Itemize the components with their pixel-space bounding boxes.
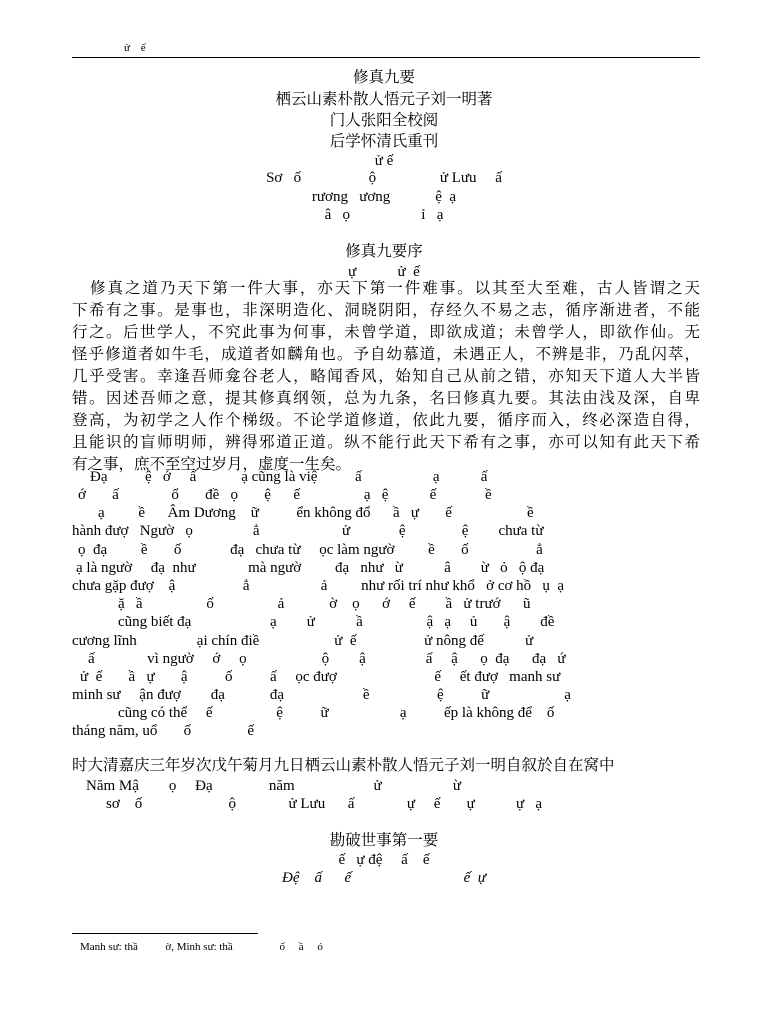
preface-line-6: 错。因述吾师之意，提其修真纲领，总为九条，名曰修真九要。其法由浅及深，自卑 xyxy=(72,390,700,407)
author-line: 栖云山素朴散人悟元子刘一明著 xyxy=(275,91,493,108)
preface-line-7: 登高，为初学之人作个梯级。不论学道修道，依此九要，循序而入，终必深造自得， xyxy=(72,412,700,429)
preface-line-3: 行之。后世学人，不究此事为何事，未曾学道，即欲成道；未曾学人，即欲作仙。无 xyxy=(72,324,700,341)
author-viet-line: Sơ ố ộ ử Lưu ấ xyxy=(266,170,502,186)
translation-line-7: chưa gặp đượ ậ ẳ ả như rối trí như khổ ở cơ hồ ụ ạ xyxy=(72,578,565,594)
proofreader-line: 门人张阳全校阅 xyxy=(329,112,439,129)
colophon-text: 时大清嘉庆三年岁次戊午菊月九日栖云山素朴散人悟元子刘一明自叙於自在窝中 xyxy=(72,757,615,774)
translation-line-15: tháng năm, uổ ố ế xyxy=(72,723,255,739)
page-header xyxy=(72,40,700,58)
proofreader-viet-line: rương ương ệ ạ xyxy=(311,189,457,205)
translation-line-1: Đạ ệ ớ ấ ạ cũng là việ ấ ạ ấ xyxy=(90,469,488,485)
translation-line-3: ạ ề Âm Dương ữ ển không đổ ầ ự ế ề xyxy=(98,505,534,521)
title-viet-line: ử ế xyxy=(374,153,394,169)
preface-heading: 修真九要序 xyxy=(345,243,423,260)
running-header: ử ế xyxy=(124,42,150,54)
translation-line-14: cũng có thể ế ệ ữ ạ ếp là không để ố xyxy=(118,705,555,721)
translation-line-6: ạ là ngườ đạ như mà ngườ đạ như ừ â ừ ỏ ộ đạ xyxy=(76,560,545,576)
footnote-rule xyxy=(72,933,258,934)
translation-line-9: cũng biết đạ ạ ử ầ ậ ạ ủ ậ đề xyxy=(118,614,555,630)
chapter-heading-viet: ế ự đệ ấ ế xyxy=(338,852,430,868)
reprint-viet-line: â ọ ỉ ạ xyxy=(324,207,444,223)
translation-line-4: hành đượ Ngườ ọ ẳ ử ệ ệ chưa từ xyxy=(72,523,544,539)
translation-line-8: ặ ầ ố ả ờ ọ ớ ế ầ ử trướ ũ xyxy=(118,596,531,612)
book-title: 修真九要 xyxy=(352,69,415,86)
translation-line-13: minh sư ận đượ đạ đạ ề ệ ữ ạ xyxy=(72,687,571,703)
preface-heading-viet: ự ử ế xyxy=(348,264,420,280)
preface-line-9: 有之事，庶不至空过岁月，虚度一生矣。 xyxy=(72,456,352,473)
preface-line-5: 几乎受害。幸逢吾师龛谷老人，略闻香风，始知自己从前之错，亦知天下道人大半皆 xyxy=(72,368,700,385)
colophon-viet-line-1: Năm Mậ ọ Đạ năm ử ừ xyxy=(86,778,461,794)
translation-line-12: ử ế ầ ự ậ ố ấ ọc đượ ế ết đượ manh sư xyxy=(80,669,561,685)
translation-line-10: cương lĩnh ại chín điề ử ế ử nông đế ử xyxy=(72,633,534,649)
translation-line-11: ấ vì ngườ ớ ọ ộ ậ ấ ậ ọ đạ đạ ứ xyxy=(88,651,566,667)
preface-line-8: 且能识的盲师明师，辨得邪道正道。纵不能行此天下希有之事，亦可以知有此天下希 xyxy=(72,434,700,451)
chapter-heading: 勘破世事第一要 xyxy=(329,832,439,849)
footnote: Manh sư: thầ ờ, Minh sư: thầ ố ầ ó xyxy=(80,941,323,953)
colophon-viet-line-2: sơ ố ộ ử Lưu ấ ự ế ự ự ạ xyxy=(106,796,543,812)
preface-line-1: 修真之道乃天下第一件大事，亦天下第一件难事。以其至大至难，古人皆谓之天 xyxy=(90,280,700,297)
chapter-subtitle-viet: Đệ ấ ế ế ự xyxy=(282,870,486,886)
preface-line-4: 怪乎修道者如牛毛，成道者如麟角也。予自幼慕道，未遇正人，不辨是非，乃乱闪萃， xyxy=(72,346,700,363)
translation-line-2: ớ ấ ổ đề ọ ệ ế ạ ệ ế ề xyxy=(78,487,492,503)
translation-line-5: ọ đạ ề ố đạ chưa từ ọc làm ngườ ề ố ẳ xyxy=(78,542,543,558)
reprint-line: 后学怀清氏重刊 xyxy=(329,133,439,150)
preface-line-2: 下希有之事。是事也，非深明造化、洞晓阴阳，存经久不易之志，循序渐进者，不能 xyxy=(72,302,700,319)
